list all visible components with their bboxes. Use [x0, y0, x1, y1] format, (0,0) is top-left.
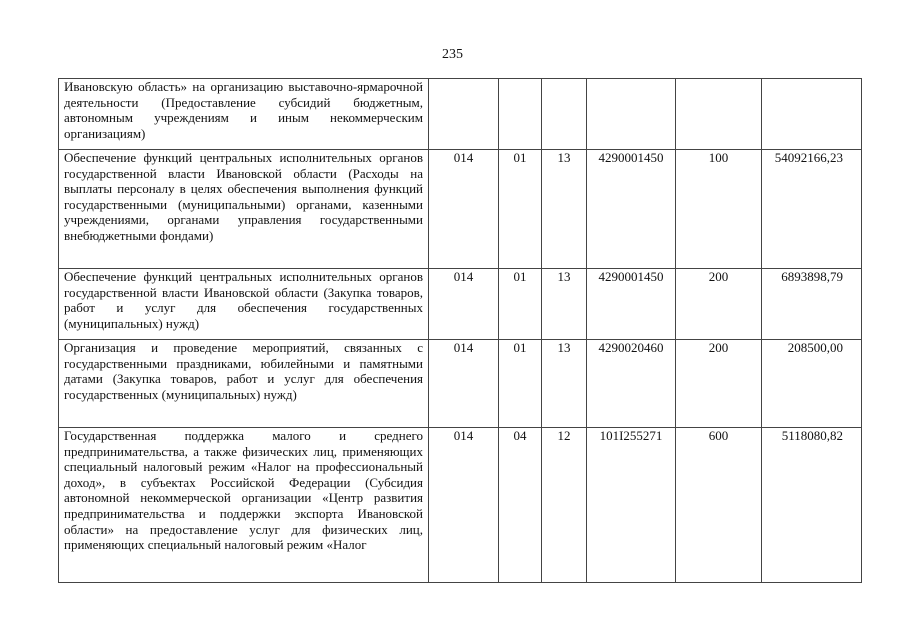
table-row	[59, 79, 862, 150]
ministry-code	[429, 79, 499, 150]
amount-value: 6893898,79	[762, 269, 862, 340]
target-item-code: 4290001450	[587, 269, 676, 340]
subsection-code: 13	[542, 340, 587, 428]
expense-type-code: 200	[676, 340, 762, 428]
target-item-code: 101I255271	[587, 428, 676, 583]
table-row	[59, 340, 862, 428]
ministry-code: 014	[429, 269, 499, 340]
ministry-code: 014	[429, 428, 499, 583]
target-item-code: 4290020460	[587, 340, 676, 428]
section-code: 01	[499, 150, 542, 269]
amount-value: 5118080,82	[762, 428, 862, 583]
section-code: 01	[499, 269, 542, 340]
ministry-code: 014	[429, 340, 499, 428]
budget-table	[58, 78, 862, 583]
expense-type-code: 200	[676, 269, 762, 340]
subsection-code	[542, 79, 587, 150]
row-description: Обеспечение функций центральных исполнительных органов государственной власти Ивановской области (Расходы на выплаты персоналу в целях обеспечения выполнения функций государственными (муниципальными) органами, казенными учреждениями, органами управления государственными внебюджетными фондами)	[59, 150, 429, 269]
expense-type-code: 100	[676, 150, 762, 269]
row-description: Обеспечение функций центральных исполнительных органов государственной власти Ивановской области (Закупка товаров, работ и услуг для обеспечения государственных (муниципальных) нужд)	[59, 269, 429, 340]
target-item-code: 4290001450	[587, 150, 676, 269]
table-row	[59, 269, 862, 340]
section-code: 04	[499, 428, 542, 583]
section-code: 01	[499, 340, 542, 428]
amount-value: 208500,00	[762, 340, 862, 428]
row-description: Государственная поддержка малого и среднего предпринимательства, а также физических лиц, применяющих специальный налоговый режим «Налог на профессиональный доход», в субъектах Российской Федерации (Субсидия автономной некоммерческой организации «Центр развития предпринимательства и поддержки экспорта Ивановской области» на предоставление услуг для физических лиц, применяющих специальный налоговый режим «Налог	[59, 428, 429, 583]
expense-type-code: 600	[676, 428, 762, 583]
row-description: Ивановскую область» на организацию выставочно-ярмарочной деятельности (Предоставление субсидий бюджетным, автономным учреждениям и иным некоммерческим организациям)	[59, 79, 429, 150]
row-description: Организация и проведение мероприятий, связанных с государственными праздниками, юбилейными и памятными датами (Закупка товаров, работ и услуг для обеспечения государственных (муниципальных) нужд)	[59, 340, 429, 428]
subsection-code: 13	[542, 269, 587, 340]
amount-value: 54092166,23	[762, 150, 862, 269]
table-row	[59, 428, 862, 583]
page-number: 235	[442, 47, 463, 62]
ministry-code: 014	[429, 150, 499, 269]
expense-type-code	[676, 79, 762, 150]
section-code	[499, 79, 542, 150]
subsection-code: 13	[542, 150, 587, 269]
table-row	[59, 150, 862, 269]
subsection-code: 12	[542, 428, 587, 583]
target-item-code	[587, 79, 676, 150]
amount-value	[762, 79, 862, 150]
